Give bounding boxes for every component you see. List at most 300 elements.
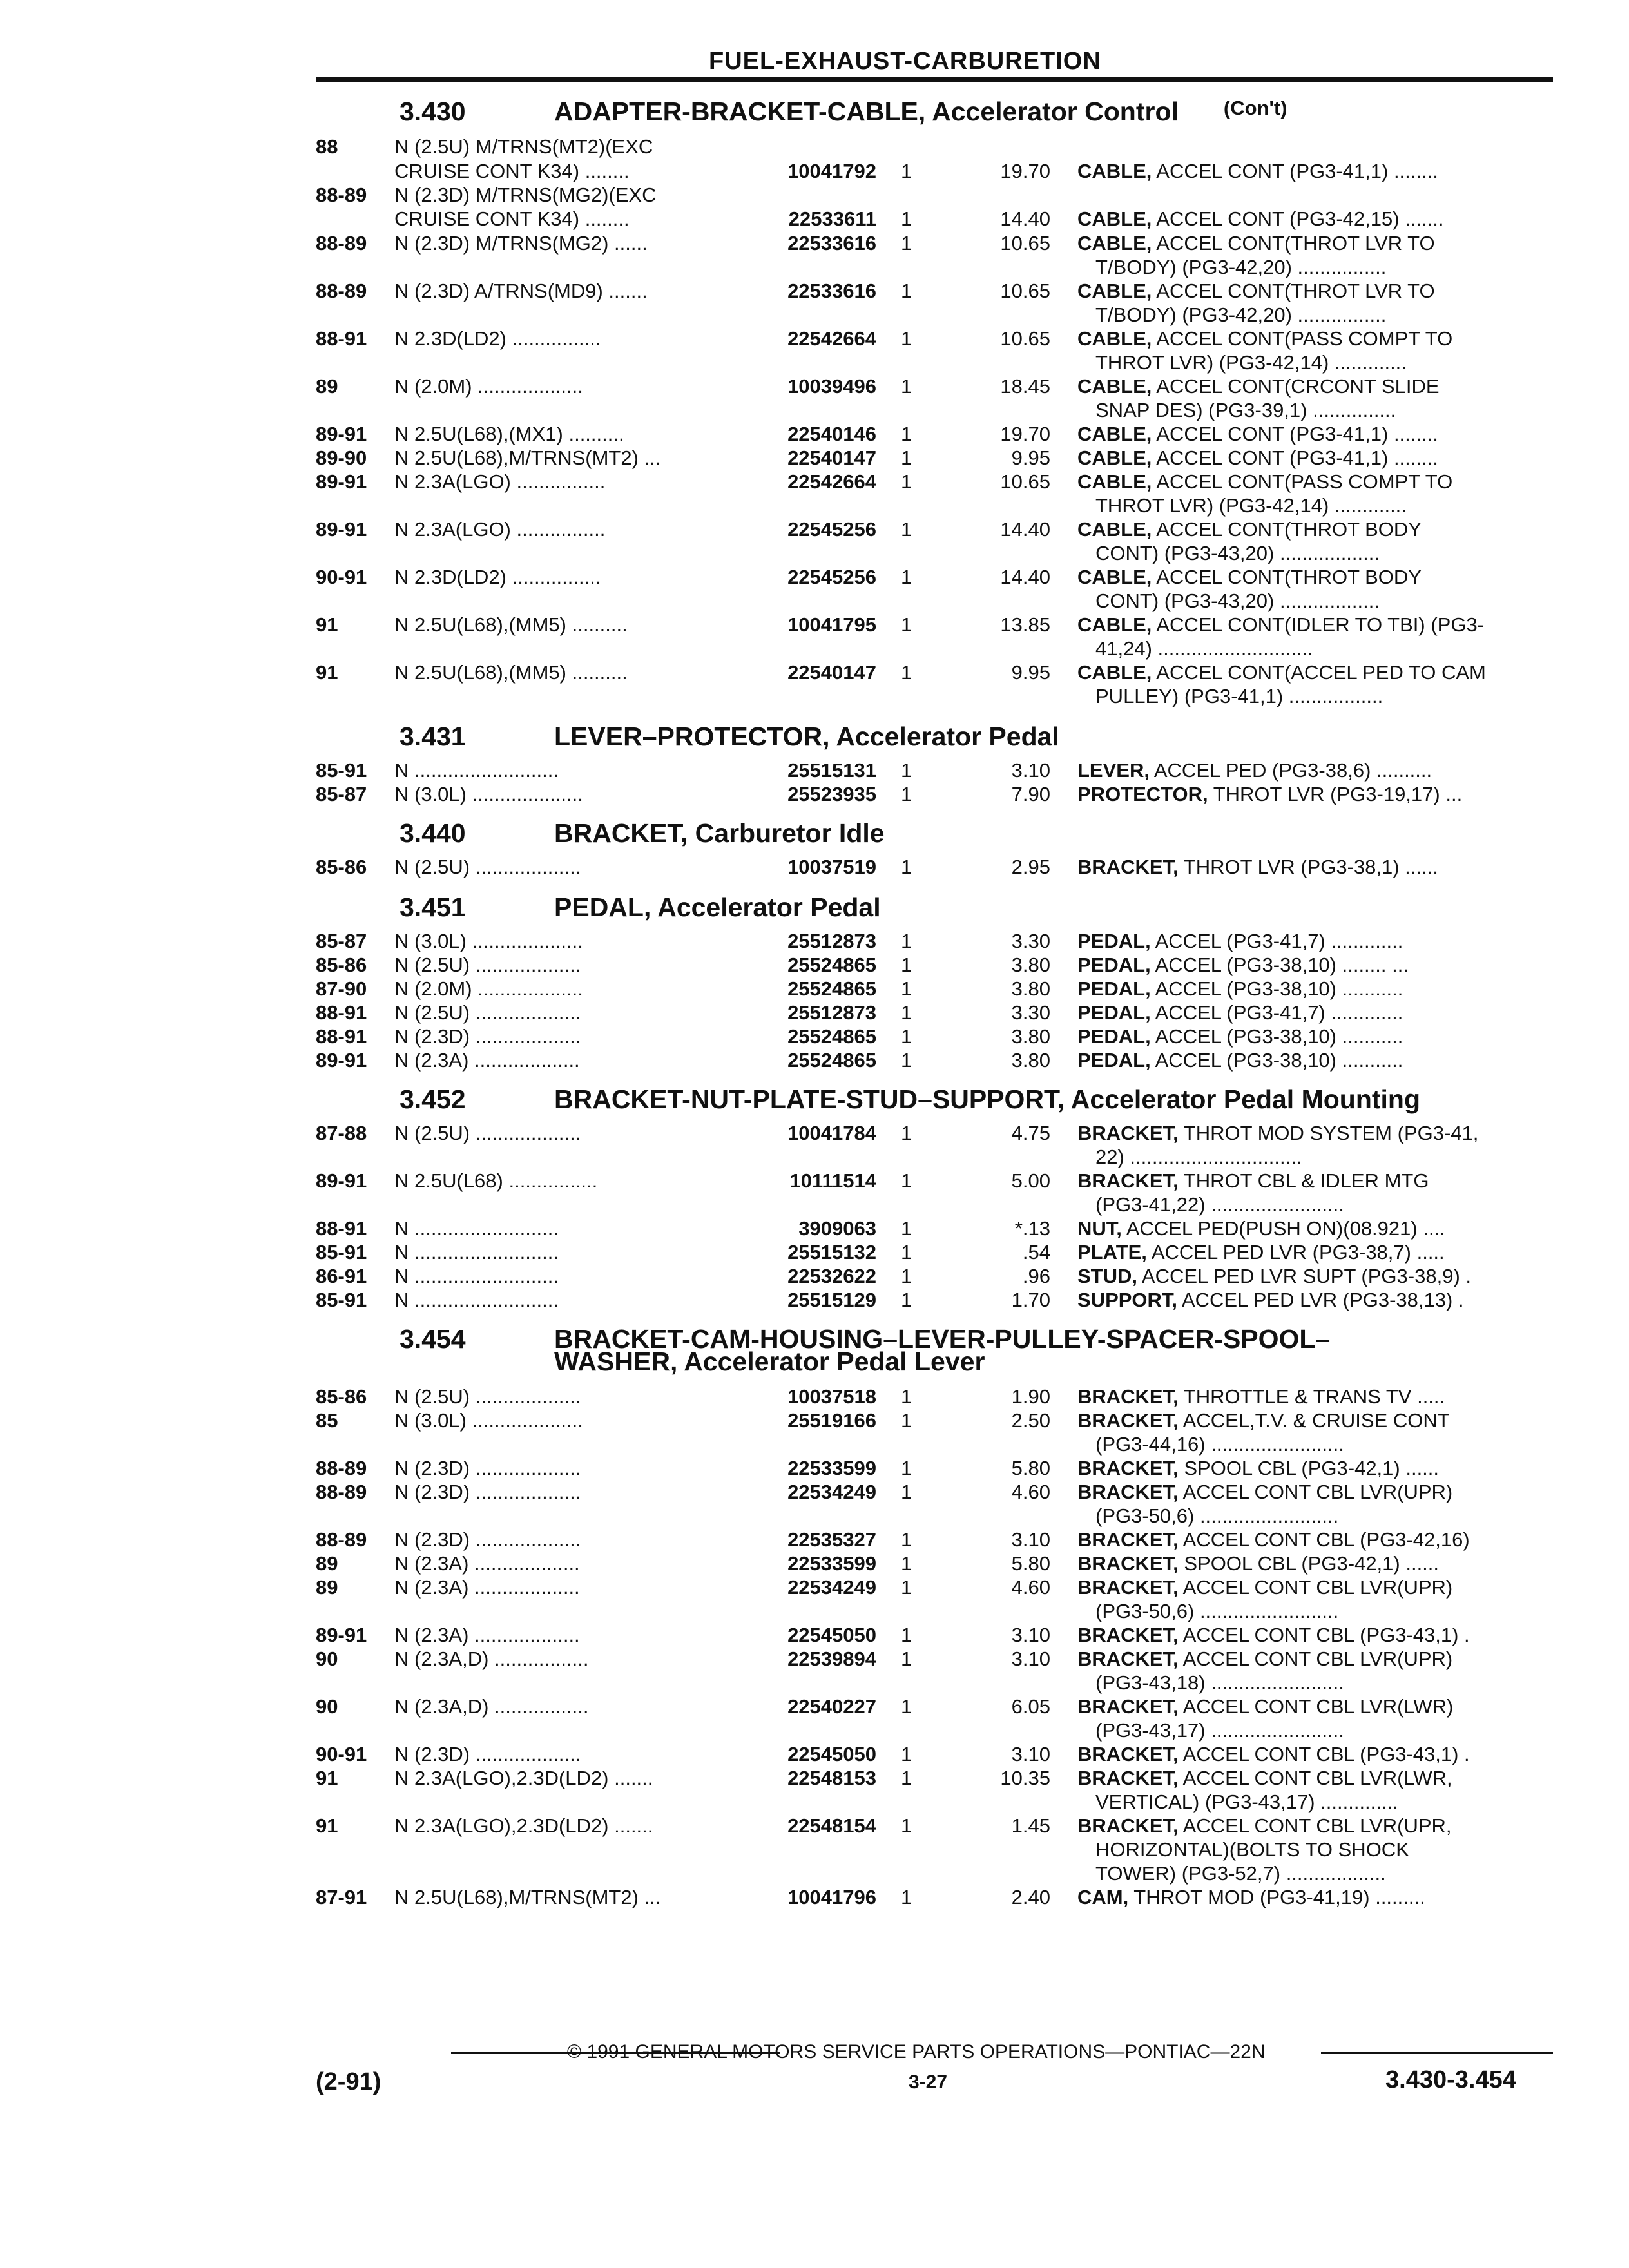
usage-description: N .......................... — [394, 1289, 559, 1311]
quantity: 1 — [901, 566, 912, 588]
part-name-noun: CABLE, — [1077, 375, 1152, 398]
part-name-noun: BRACKET, — [1077, 1169, 1179, 1192]
section-title: BRACKET-NUT-PLATE-STUD–SUPPORT, Accelerator Pedal Mounting — [554, 1084, 1421, 1114]
quantity: 1 — [901, 1122, 912, 1144]
model-years: 89 — [316, 1552, 338, 1575]
part-name-detail: ACCEL CONT(IDLER TO TBI) (PG3- — [1152, 613, 1485, 636]
usage-description: N (2.3A) ................... — [394, 1049, 580, 1072]
part-number: 10037518 — [787, 1385, 876, 1408]
part-number: 22542664 — [787, 470, 876, 493]
part-name-detail: ACCEL CONT(THROT LVR TO — [1152, 280, 1435, 302]
part-number: 22545050 — [787, 1743, 876, 1765]
part-number: 22540227 — [787, 1695, 876, 1718]
part-name-noun: CAM, — [1077, 1886, 1129, 1908]
quantity: 1 — [901, 447, 912, 469]
usage-description: N 2.5U(L68) ................ — [394, 1169, 598, 1192]
part-name — [1077, 783, 1462, 806]
quantity: 1 — [901, 423, 912, 445]
usage-description: N .......................... — [394, 1217, 559, 1240]
quantity: 1 — [901, 1552, 912, 1575]
part-name-noun: CABLE, — [1077, 470, 1152, 493]
quantity: 1 — [901, 1528, 912, 1551]
part-name — [1077, 160, 1438, 183]
part-name-detail: ACCEL CONT CBL LVR(UPR) — [1178, 1576, 1453, 1599]
model-years: 89-91 — [316, 518, 367, 541]
page-header-title: FUEL-EXHAUST-CARBURETION — [709, 48, 1101, 75]
quantity: 1 — [901, 1695, 912, 1718]
quantity: 1 — [901, 1743, 912, 1765]
part-number: 25524865 — [787, 1025, 876, 1048]
price: 14.40 — [1000, 518, 1050, 541]
model-years: 89-91 — [316, 1049, 367, 1072]
part-name-noun: PEDAL, — [1077, 954, 1151, 976]
price: 10.65 — [1000, 280, 1050, 302]
usage-description: N (2.3A) ................... — [394, 1624, 580, 1646]
section-number: 3.451 — [400, 892, 466, 922]
part-name — [1077, 1122, 1478, 1145]
part-name — [1077, 1695, 1453, 1718]
part-number: 22533599 — [787, 1457, 876, 1479]
part-name-detail: THROT MOD (PG3-41,19) ......... — [1128, 1886, 1425, 1908]
quantity: 1 — [901, 1169, 912, 1192]
part-name-detail: THROT LVR (PG3-38,1) ...... — [1178, 856, 1438, 878]
part-name-noun: BRACKET, — [1077, 1576, 1179, 1599]
quantity: 1 — [901, 1025, 912, 1048]
quantity: 1 — [901, 1049, 912, 1072]
quantity: 1 — [901, 1576, 912, 1599]
part-number: 25512873 — [787, 930, 876, 952]
part-number: 22545256 — [787, 566, 876, 588]
section-number: 3.440 — [400, 818, 466, 848]
model-years: 91 — [316, 613, 338, 636]
usage-description: N 2.3D(LD2) ................ — [394, 566, 601, 588]
usage-description: N 2.3D(LD2) ................ — [394, 327, 601, 350]
part-name-continued: VERTICAL) (PG3-43,17) .............. — [1095, 1791, 1398, 1813]
usage-description: N (3.0L) .................... — [394, 930, 583, 952]
model-years: 88-91 — [316, 1217, 367, 1240]
part-name — [1077, 280, 1435, 303]
quantity: 1 — [901, 1385, 912, 1408]
quantity: 1 — [901, 1241, 912, 1264]
price: 3.30 — [1011, 930, 1050, 952]
price: 9.95 — [1011, 661, 1050, 684]
price: *.13 — [1014, 1217, 1050, 1240]
part-name-continued: HORIZONTAL)(BOLTS TO SHOCK — [1095, 1838, 1409, 1861]
price: 5.80 — [1011, 1457, 1050, 1479]
part-number: 22542664 — [787, 327, 876, 350]
part-name — [1077, 1409, 1450, 1432]
part-name-detail: ACCEL CONT(PASS COMPT TO — [1152, 327, 1453, 350]
quantity: 1 — [901, 954, 912, 976]
part-name-detail: ACCEL (PG3-41,7) ............. — [1150, 930, 1403, 952]
model-years: 88-91 — [316, 1001, 367, 1024]
model-years: 88-91 — [316, 327, 367, 350]
usage-description: N (2.5U) M/TRNS(MT2)(EXC — [394, 135, 653, 158]
quantity: 1 — [901, 232, 912, 255]
usage-description: N (3.0L) .................... — [394, 1409, 583, 1432]
part-name-detail: THROT LVR (PG3-19,17) ... — [1208, 783, 1463, 805]
part-name-noun: CABLE, — [1077, 327, 1152, 350]
part-name-noun: PLATE, — [1077, 1241, 1147, 1264]
part-name-noun: PROTECTOR, — [1077, 783, 1208, 805]
part-number: 22534249 — [787, 1576, 876, 1599]
price: 18.45 — [1000, 375, 1050, 398]
part-name — [1077, 977, 1403, 1001]
usage-description: N (2.3D) ................... — [394, 1528, 581, 1551]
usage-description: N 2.3A(LGO) ................ — [394, 518, 606, 541]
model-years: 88-89 — [316, 232, 367, 255]
usage-description: N 2.5U(L68),(MM5) .......... — [394, 613, 628, 636]
part-number: 25515131 — [787, 759, 876, 782]
part-name-noun: BRACKET, — [1077, 1743, 1179, 1765]
part-name-noun: PEDAL, — [1077, 977, 1151, 1000]
price: 10.65 — [1000, 327, 1050, 350]
part-name — [1077, 375, 1440, 398]
model-years: 85-91 — [316, 1241, 367, 1264]
model-years: 85-86 — [316, 1385, 367, 1408]
part-number: 25523935 — [787, 783, 876, 805]
usage-description: N 2.5U(L68),(MM5) .......... — [394, 661, 628, 684]
part-number: 22548153 — [787, 1767, 876, 1789]
usage-description: N 2.5U(L68),M/TRNS(MT2) ... — [394, 1886, 661, 1908]
part-name-continued: CONT) (PG3-43,20) .................. — [1095, 590, 1380, 612]
part-name — [1077, 1814, 1452, 1838]
quantity: 1 — [901, 661, 912, 684]
section-heading — [400, 97, 1287, 127]
model-years: 85-91 — [316, 1289, 367, 1311]
quantity: 1 — [901, 1265, 912, 1287]
part-number: 10041795 — [787, 613, 876, 636]
part-name — [1077, 1886, 1425, 1909]
quantity: 1 — [901, 1886, 912, 1908]
part-name — [1077, 1624, 1470, 1647]
part-name-noun: BRACKET, — [1077, 1624, 1179, 1646]
part-name — [1077, 1457, 1439, 1480]
price: 3.10 — [1011, 1528, 1050, 1551]
part-name-continued: 41,24) ............................ — [1095, 637, 1313, 660]
quantity: 1 — [901, 613, 912, 636]
part-number: 25519166 — [787, 1409, 876, 1432]
quantity: 1 — [901, 207, 912, 230]
usage-description: N (2.3D) M/TRNS(MG2)(EXC — [394, 184, 657, 206]
price: 2.40 — [1011, 1886, 1050, 1908]
part-name-detail: ACCEL CONT CBL (PG3-42,16) — [1178, 1528, 1470, 1551]
model-years: 88-89 — [316, 184, 367, 206]
part-name-detail: ACCEL CONT CBL (PG3-43,1) . — [1178, 1624, 1470, 1646]
model-years: 89 — [316, 375, 338, 398]
price: .96 — [1022, 1265, 1050, 1287]
part-name-detail: THROT CBL & IDLER MTG — [1178, 1169, 1429, 1192]
part-name-detail: ACCEL CONT CBL LVR(UPR, — [1178, 1814, 1452, 1837]
price: 10.65 — [1000, 232, 1050, 255]
price: 3.80 — [1011, 1049, 1050, 1072]
part-name — [1077, 1265, 1471, 1288]
quantity: 1 — [901, 759, 912, 782]
price: 3.80 — [1011, 977, 1050, 1000]
usage-description: N (2.3D) ................... — [394, 1743, 581, 1765]
price: 3.80 — [1011, 1025, 1050, 1048]
part-name — [1077, 1576, 1452, 1599]
footer-copyright: © 1991 GENERAL MOTORS SERVICE PARTS OPERATIONS—PONTIAC—22N — [567, 2041, 1266, 2062]
part-number: 22533616 — [787, 232, 876, 255]
quantity: 1 — [901, 1409, 912, 1432]
part-name-continued: PULLEY) (PG3-41,1) ................. — [1095, 685, 1383, 707]
part-name — [1077, 1169, 1429, 1193]
part-name — [1077, 1481, 1452, 1504]
part-number: 10041784 — [787, 1122, 876, 1144]
part-name — [1077, 447, 1438, 470]
part-number: 22548154 — [787, 1814, 876, 1837]
model-years: 88-89 — [316, 1528, 367, 1551]
part-name-noun: CABLE, — [1077, 232, 1152, 255]
usage-description: N (2.5U) ................... — [394, 856, 581, 878]
part-name-continued: THROT LVR) (PG3-42,14) ............. — [1095, 351, 1407, 374]
price: 14.40 — [1000, 207, 1050, 230]
price: 9.95 — [1011, 447, 1050, 469]
price: 4.75 — [1011, 1122, 1050, 1144]
part-name-noun: BRACKET, — [1077, 1648, 1179, 1670]
price: 3.10 — [1011, 759, 1050, 782]
part-name-continued: T/BODY) (PG3-42,20) ................ — [1095, 303, 1387, 326]
price: 19.70 — [1000, 160, 1050, 182]
part-name — [1077, 954, 1409, 977]
model-years: 90 — [316, 1648, 338, 1670]
part-name — [1077, 207, 1443, 231]
part-name-detail: ACCEL CONT(THROT BODY — [1152, 518, 1422, 541]
model-years: 88-91 — [316, 1025, 367, 1048]
footer-page-number: 3-27 — [909, 2071, 948, 2093]
price: 3.80 — [1011, 954, 1050, 976]
part-name — [1077, 470, 1452, 494]
footer-date: (2-91) — [316, 2068, 381, 2095]
part-name — [1077, 759, 1432, 782]
usage-description: N (2.3D) ................... — [394, 1481, 581, 1503]
part-name-noun: PEDAL, — [1077, 930, 1151, 952]
part-name-noun: BRACKET, — [1077, 1457, 1179, 1479]
footer-section-range: 3.430-3.454 — [1385, 2066, 1516, 2093]
part-name-noun: CABLE, — [1077, 160, 1152, 182]
part-name-noun: BRACKET, — [1077, 1552, 1179, 1575]
part-name — [1077, 1767, 1452, 1790]
part-name-continued: TOWER) (PG3-52,7) .................. — [1095, 1862, 1386, 1885]
part-name-noun: CABLE, — [1077, 447, 1152, 469]
part-name-noun: CABLE, — [1077, 613, 1152, 636]
usage-description: N 2.5U(L68),M/TRNS(MT2) ... — [394, 447, 661, 469]
part-name-detail: ACCEL CONT CBL LVR(UPR) — [1178, 1648, 1453, 1670]
quantity: 1 — [901, 1457, 912, 1479]
part-name-detail: ACCEL PED(PUSH ON)(08.921) .... — [1121, 1217, 1445, 1240]
quantity: 1 — [901, 1481, 912, 1503]
price: .54 — [1022, 1241, 1050, 1264]
price: 7.90 — [1011, 783, 1050, 805]
part-name — [1077, 1049, 1403, 1072]
model-years: 85-86 — [316, 954, 367, 976]
part-name-detail: ACCEL CONT CBL LVR(UPR) — [1178, 1481, 1453, 1503]
part-name-continued: SNAP DES) (PG3-39,1) ............... — [1095, 399, 1396, 421]
model-years: 89-91 — [316, 423, 367, 445]
usage-description: N (2.3D) ................... — [394, 1457, 581, 1479]
usage-description: N (2.3A,D) ................. — [394, 1695, 589, 1718]
section-title: ADAPTER-BRACKET-CABLE, Accelerator Control — [554, 97, 1179, 126]
part-name — [1077, 1648, 1452, 1671]
quantity: 1 — [901, 930, 912, 952]
part-name-noun: SUPPORT, — [1077, 1289, 1178, 1311]
quantity: 1 — [901, 280, 912, 302]
part-name-detail: ACCEL CONT(PASS COMPT TO — [1152, 470, 1453, 493]
part-name — [1077, 566, 1422, 589]
part-name — [1077, 1217, 1445, 1240]
part-name — [1077, 232, 1435, 255]
part-name-detail: ACCEL PED (PG3-38,6) .......... — [1149, 759, 1432, 782]
section-number: 3.431 — [400, 722, 466, 751]
part-name-detail: ACCEL CONT(ACCEL PED TO CAM — [1152, 661, 1486, 684]
part-name-noun: BRACKET, — [1077, 856, 1179, 878]
section-number: 3.452 — [400, 1084, 466, 1114]
part-name-continued: (PG3-44,16) ........................ — [1095, 1433, 1344, 1456]
part-name — [1077, 423, 1438, 446]
part-number: 10041792 — [787, 160, 876, 182]
part-name-noun: PEDAL, — [1077, 1025, 1151, 1048]
part-name-detail: ACCEL (PG3-41,7) ............. — [1150, 1001, 1403, 1024]
part-number: 22533611 — [788, 207, 876, 230]
model-years: 89-91 — [316, 1169, 367, 1192]
part-number: 25515132 — [787, 1241, 876, 1264]
part-number: 25512873 — [787, 1001, 876, 1024]
part-number: 22533599 — [787, 1552, 876, 1575]
model-years: 91 — [316, 1814, 338, 1837]
price: 13.85 — [1000, 613, 1050, 636]
model-years: 87-91 — [316, 1886, 367, 1908]
part-name-noun: CABLE, — [1077, 518, 1152, 541]
part-number: 22532622 — [787, 1265, 876, 1287]
section-title: BRACKET-CAM-HOUSING–LEVER-PULLEY-SPACER-SPOOL– — [554, 1324, 1331, 1354]
part-name — [1077, 930, 1403, 953]
price: 2.95 — [1011, 856, 1050, 878]
model-years: 89 — [316, 1576, 338, 1599]
part-name-detail: ACCEL CONT (PG3-42,15) ....... — [1152, 207, 1444, 230]
part-number: 22540147 — [787, 661, 876, 684]
part-number: 22545050 — [787, 1624, 876, 1646]
model-years: 85-91 — [316, 759, 367, 782]
model-years: 91 — [316, 661, 338, 684]
price: 2.50 — [1011, 1409, 1050, 1432]
part-name — [1077, 1385, 1445, 1408]
part-name-noun: CABLE, — [1077, 423, 1152, 445]
section-title: PEDAL, Accelerator Pedal — [554, 892, 881, 922]
part-name-continued: THROT LVR) (PG3-42,14) ............. — [1095, 494, 1407, 517]
part-number: 22545256 — [787, 518, 876, 541]
part-name-detail: ACCEL,T.V. & CRUISE CONT — [1178, 1409, 1450, 1432]
model-years: 90-91 — [316, 566, 367, 588]
usage-description: N .......................... — [394, 1265, 559, 1287]
part-name-continued: 22) ............................... — [1095, 1146, 1302, 1168]
part-name — [1077, 518, 1422, 541]
usage-description: N (2.3A) ................... — [394, 1552, 580, 1575]
price: 6.05 — [1011, 1695, 1050, 1718]
part-name-noun: PEDAL, — [1077, 1001, 1151, 1024]
part-name-detail: ACCEL (PG3-38,10) ........... — [1150, 1025, 1403, 1048]
footer-rule-right — [1321, 2052, 1553, 2054]
usage-description: CRUISE CONT K34) ........ — [394, 207, 630, 230]
model-years: 88-89 — [316, 280, 367, 302]
part-name — [1077, 1528, 1470, 1552]
part-name-noun: BRACKET, — [1077, 1409, 1179, 1432]
usage-description: N 2.3A(LGO) ................ — [394, 470, 606, 493]
part-name-detail: ACCEL CONT (PG3-41,1) ........ — [1152, 423, 1438, 445]
section-heading — [400, 818, 885, 849]
usage-description: N (2.5U) ................... — [394, 954, 581, 976]
model-years: 90-91 — [316, 1743, 367, 1765]
model-years: 87-90 — [316, 977, 367, 1000]
part-name-detail: ACCEL PED LVR (PG3-38,7) ..... — [1146, 1241, 1445, 1264]
part-name-detail: SPOOL CBL (PG3-42,1) ...... — [1178, 1552, 1440, 1575]
part-number: 22534249 — [787, 1481, 876, 1503]
model-years: 91 — [316, 1767, 338, 1789]
part-name-continued: CONT) (PG3-43,20) .................. — [1095, 542, 1380, 564]
quantity: 1 — [901, 1624, 912, 1646]
part-number: 22540146 — [787, 423, 876, 445]
part-name — [1077, 1001, 1403, 1024]
quantity: 1 — [901, 1767, 912, 1789]
part-name-continued: (PG3-50,6) ......................... — [1095, 1600, 1339, 1622]
usage-description: N (2.3D) A/TRNS(MD9) ....... — [394, 280, 648, 302]
part-name-continued: (PG3-43,17) ........................ — [1095, 1719, 1344, 1742]
model-years: 90 — [316, 1695, 338, 1718]
part-name — [1077, 1241, 1445, 1264]
usage-description: N (2.3A) ................... — [394, 1576, 580, 1599]
part-number: 10037519 — [787, 856, 876, 878]
price: 4.60 — [1011, 1481, 1050, 1503]
part-name-continued: (PG3-41,22) ........................ — [1095, 1193, 1344, 1216]
part-name-detail: ACCEL PED LVR SUPT (PG3-38,9) . — [1137, 1265, 1471, 1287]
part-name-noun: CABLE, — [1077, 207, 1152, 230]
section-heading — [400, 722, 1059, 752]
part-number: 22540147 — [787, 447, 876, 469]
part-number: 22539894 — [787, 1648, 876, 1670]
part-name-continued: T/BODY) (PG3-42,20) ................ — [1095, 256, 1387, 278]
usage-description: N (2.3A,D) ................. — [394, 1648, 589, 1670]
part-name-detail: ACCEL CONT CBL (PG3-43,1) . — [1178, 1743, 1470, 1765]
part-name-noun: LEVER, — [1077, 759, 1150, 782]
usage-description: N (2.5U) ................... — [394, 1122, 581, 1144]
usage-description: N .......................... — [394, 1241, 559, 1264]
model-years: 88-89 — [316, 1457, 367, 1479]
price: 3.10 — [1011, 1624, 1050, 1646]
part-name-continued: (PG3-43,18) ........................ — [1095, 1671, 1344, 1694]
part-name-noun: BRACKET, — [1077, 1528, 1179, 1551]
price: 3.10 — [1011, 1648, 1050, 1670]
part-name-noun: STUD, — [1077, 1265, 1137, 1287]
price: 1.45 — [1011, 1814, 1050, 1837]
part-name-detail: THROT MOD SYSTEM (PG3-41, — [1178, 1122, 1479, 1144]
part-name-detail: ACCEL CONT(THROT BODY — [1152, 566, 1422, 588]
model-years: 85-87 — [316, 930, 367, 952]
model-years: 85 — [316, 1409, 338, 1432]
part-number: 3909063 — [798, 1217, 876, 1240]
part-name-noun: BRACKET, — [1077, 1385, 1179, 1408]
part-name-detail: ACCEL (PG3-38,10) ........ ... — [1150, 954, 1409, 976]
usage-description: N (3.0L) .................... — [394, 783, 583, 805]
part-number: 10111514 — [789, 1169, 876, 1192]
model-years: 86-91 — [316, 1265, 367, 1287]
model-years: 88-89 — [316, 1481, 367, 1503]
quantity: 1 — [901, 1217, 912, 1240]
quantity: 1 — [901, 375, 912, 398]
price: 1.70 — [1011, 1289, 1050, 1311]
usage-description: N (2.5U) ................... — [394, 1001, 581, 1024]
part-name-detail: ACCEL (PG3-38,10) ........... — [1150, 977, 1403, 1000]
quantity: 1 — [901, 783, 912, 805]
